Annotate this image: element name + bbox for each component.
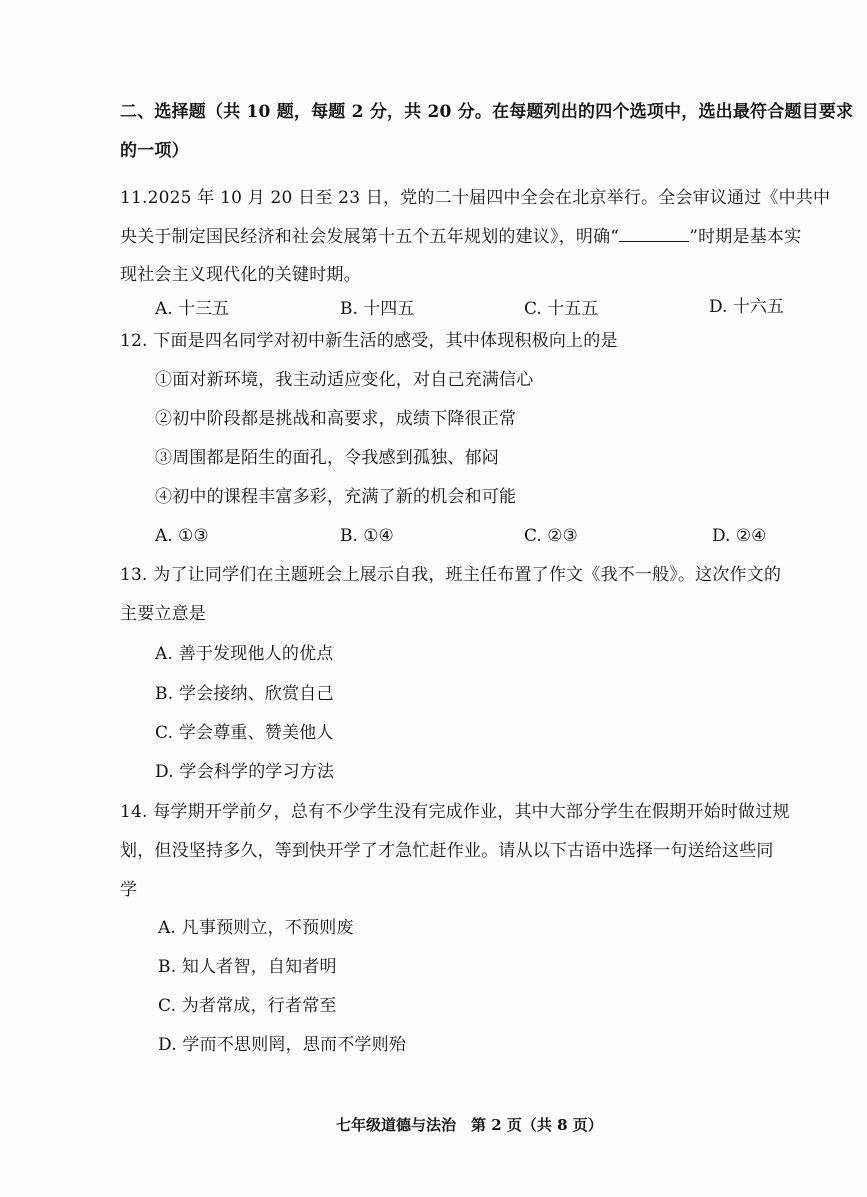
q14-stem-line1: 14. 每学期开学前夕，总有不少学生没有完成作业，其中大部分学生在假期开始时做过规 [120, 802, 790, 822]
q11-answer-blank [619, 227, 689, 242]
q11-stem-line1: 11.2025 年 10 月 20 日至 23 日，党的二十届四中全会在北京举行。全会审议通过《中共中 [120, 188, 831, 208]
q14-option-b: B. 知人者智，自知者明 [158, 957, 337, 977]
q13-option-a: A. 善于发现他人的优点 [155, 644, 334, 664]
q11-stem-line2-post: ”时期是基本实 [689, 227, 802, 247]
q14-stem-line3: 学 [120, 880, 138, 900]
q12-item-2: ②初中阶段都是挑战和高要求，成绩下降很正常 [155, 409, 517, 429]
q12-option-a: A. ①③ [155, 526, 209, 546]
q14-option-a: A. 凡事预则立，不预则废 [158, 918, 354, 938]
q11-option-c: C. 十五五 [524, 299, 599, 319]
q14-option-d: D. 学而不思则罔，思而不学则殆 [158, 1035, 407, 1055]
q12-stem: 12. 下面是四名同学对初中新生活的感受，其中体现积极向上的是 [120, 331, 618, 351]
section-heading-line2: 的一项） [120, 141, 189, 161]
q12-item-4: ④初中的课程丰富多彩，充满了新的机会和可能 [155, 487, 517, 507]
section-heading-line1: 二、选择题（共 10 题，每题 2 分，共 20 分。在每题列出的四个选项中，选出最符合题目要求 [120, 102, 854, 122]
q11-option-b: B. 十四五 [340, 299, 415, 319]
q11-stem-line2-pre: 央关于制定国民经济和社会发展第十五个五年规划的建议》，明确“ [120, 227, 620, 247]
q13-option-c: C. 学会尊重、赞美他人 [155, 723, 334, 743]
q12-option-b: B. ①④ [340, 526, 394, 546]
q14-option-c: C. 为者常成，行者常至 [158, 996, 337, 1016]
page-footer: 七年级道德与法治 第 2 页（共 8 页） [336, 1116, 603, 1134]
q11-option-d: D. 十六五 [709, 297, 784, 317]
q13-option-d: D. 学会科学的学习方法 [155, 762, 335, 782]
q11-stem-line2 [120, 226, 801, 248]
q13-stem-line2: 主要立意是 [120, 604, 206, 624]
q12-option-d: D. ②④ [712, 526, 767, 546]
q13-option-b: B. 学会接纳、欣赏自己 [155, 684, 334, 704]
q14-stem-line2: 划，但没坚持多久，等到快开学了才急忙赶作业。请从以下古语中选择一句送给这些同 [120, 841, 774, 861]
q11-option-a: A. 十三五 [155, 299, 230, 319]
q12-option-c: C. ②③ [524, 526, 578, 546]
q12-item-3: ③周围都是陌生的面孔，令我感到孤独、郁闷 [155, 448, 499, 468]
q12-item-1: ①面对新环境，我主动适应变化，对自己充满信心 [155, 370, 534, 390]
q13-stem-line1: 13. 为了让同学们在主题班会上展示自我，班主任布置了作文《我不一般》。这次作文的 [120, 565, 782, 585]
q11-stem-line3: 现社会主义现代化的关键时期。 [120, 265, 361, 285]
